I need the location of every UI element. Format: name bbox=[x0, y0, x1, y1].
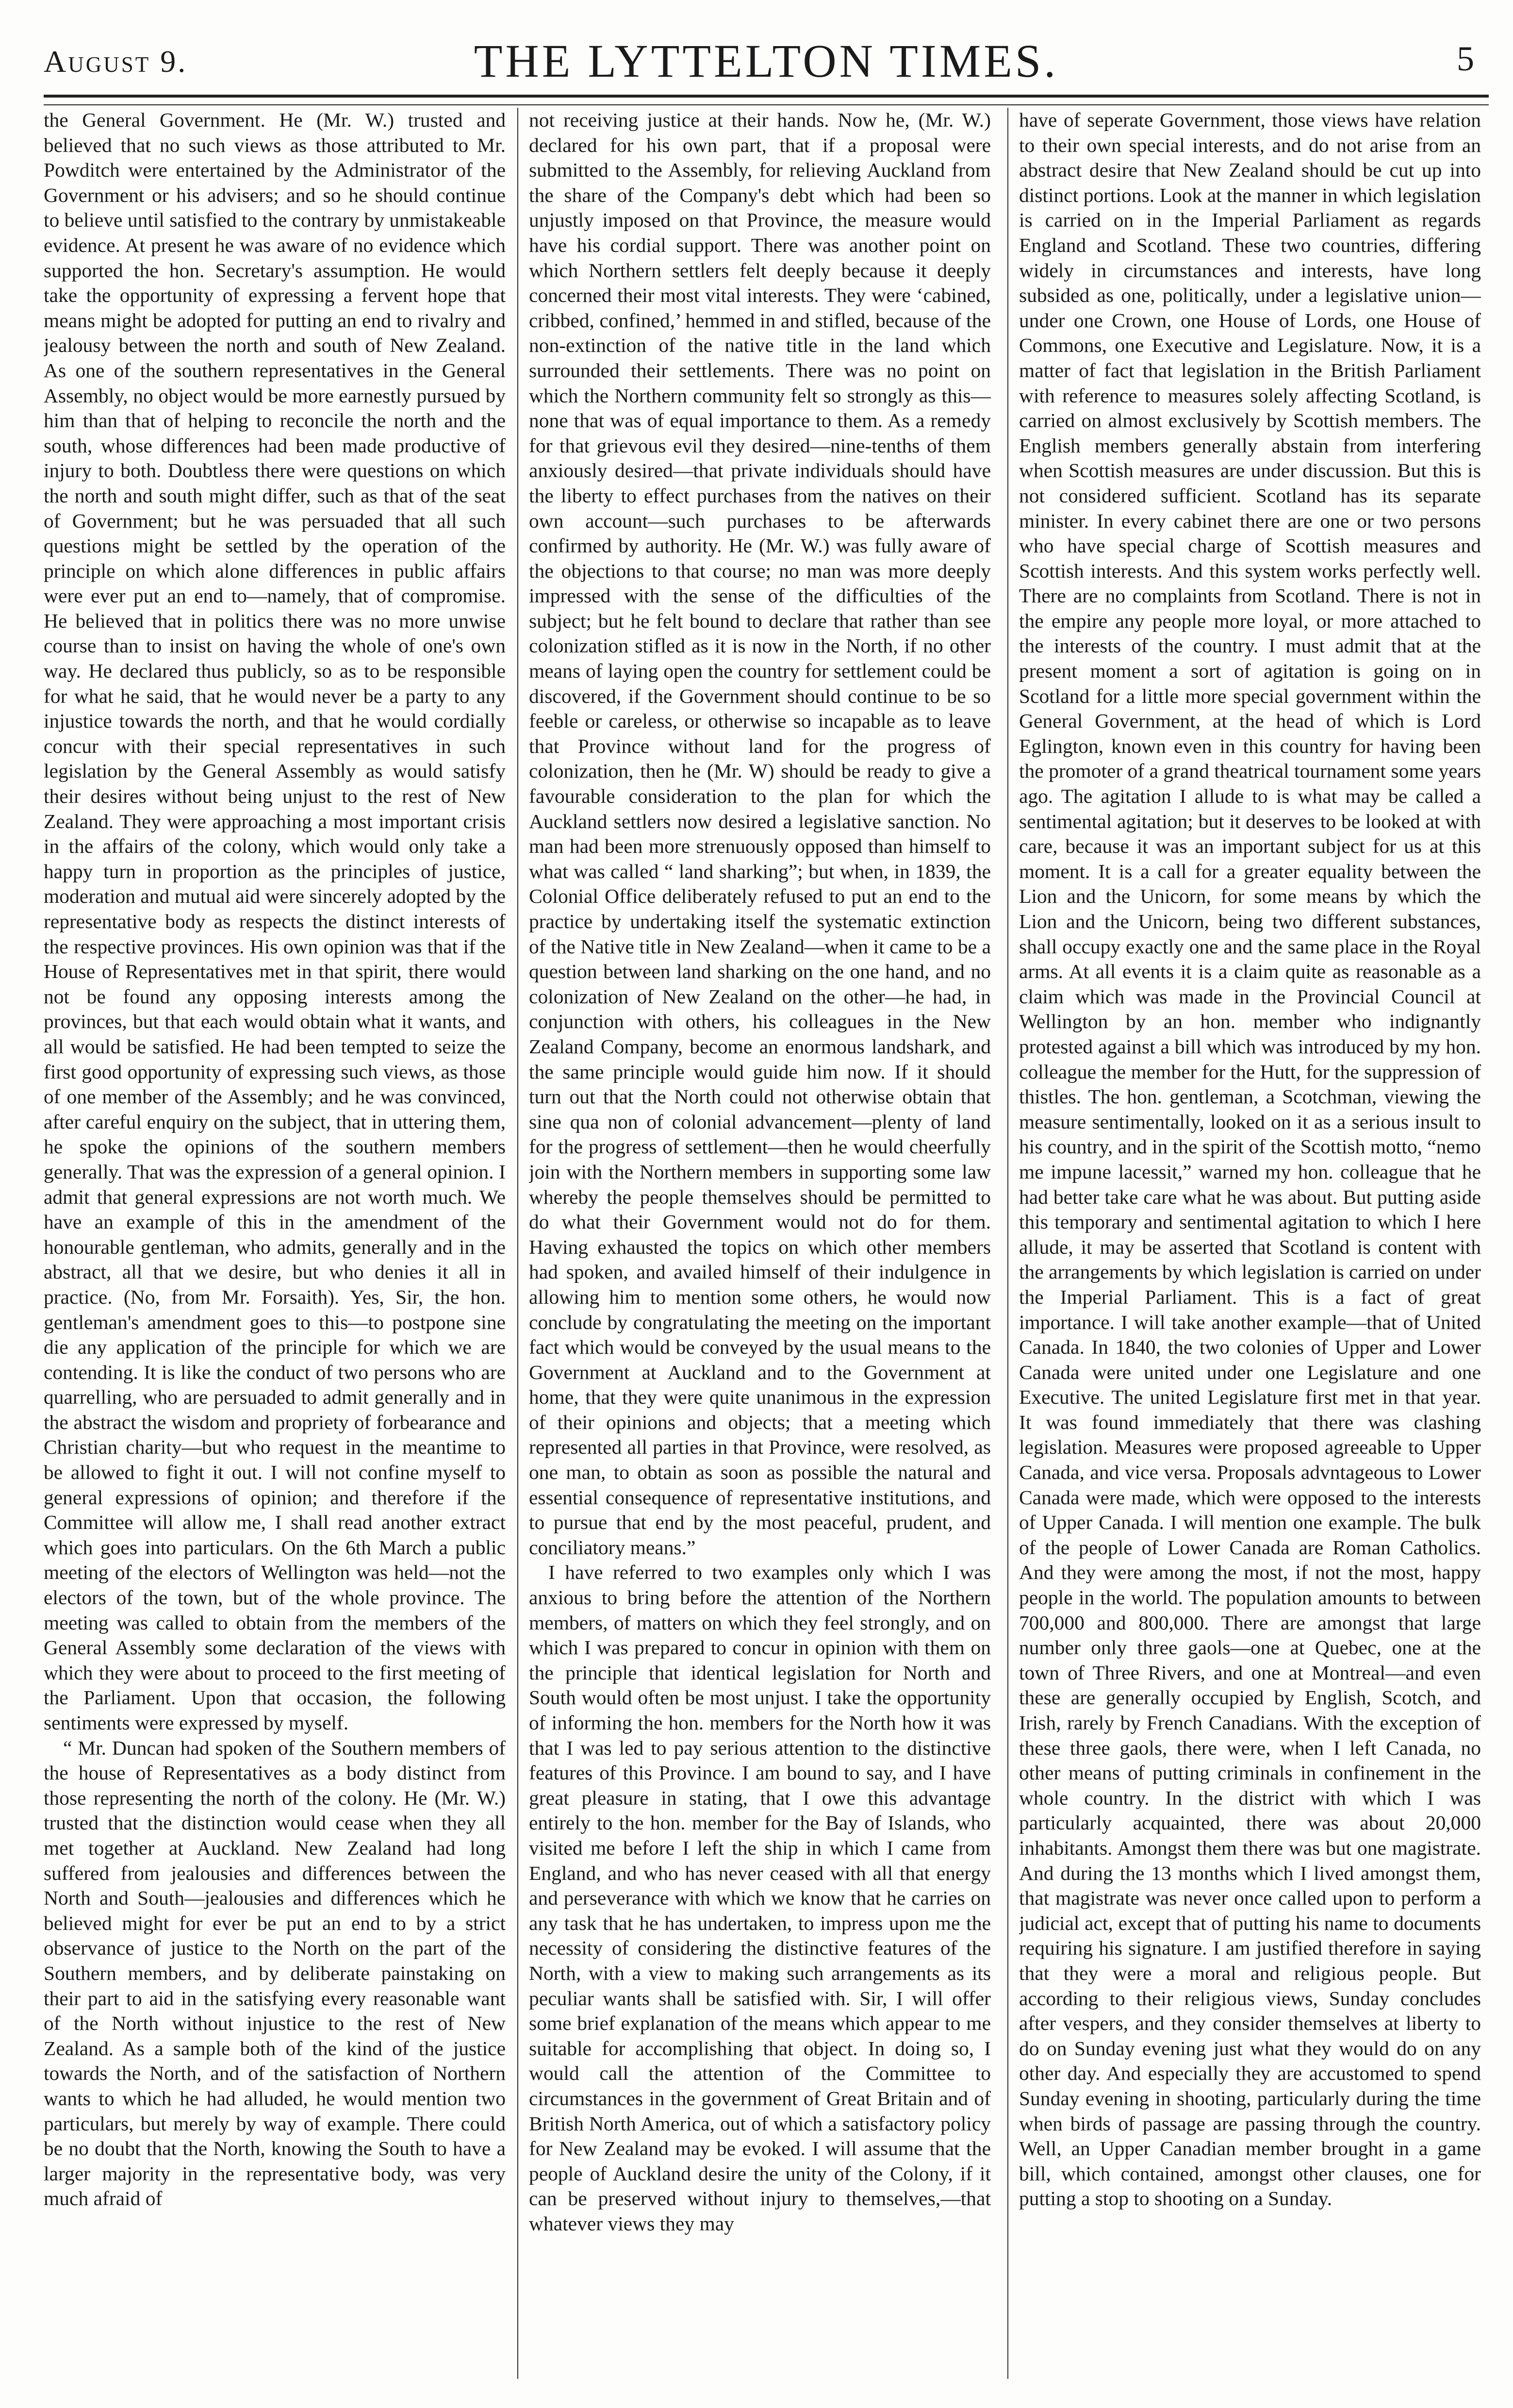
article-columns bbox=[44, 108, 1489, 2379]
column-divider bbox=[1007, 108, 1008, 2379]
paragraph: I have referred to two examples only which I was anxious to bring before the attention of the Northern members, of matters on which they feel strongly, and on which I was prepared to concur in opinion with them on the principle that identical legislation for North and South would often be most unjust. I take the opportunity of informing the hon. members for the North how it was that I was led to pay serious attention to the distinctive features of this Province. I am bound to say, and I have great pleasure in stating, that I owe this advantage entirely to the hon. member for the Bay of Islands, who visited me before I left the ship in which I came from England, and who has never ceased with all that energy and perseverance with which we know that he carries on any task that he has undertaken, to impress upon me the necessity of considering the distinctive features of the North, with a view to making such arrangements as its peculiar wants shall be satisfied with. Sir, I will offer some brief explanation of the means which appear to me suitable for accomplishing that object. In doing so, I would call the attention of the Committee to circumstances in the government of Great Britain and of British North America, out of which a satisfactory policy for New Zealand may be evoked. I will assume that the people of Auckland desire the unity of the Colony, if it can be preserved without injury to themselves,—that whatever views they may bbox=[529, 1561, 991, 2235]
paragraph: “ Mr. Duncan had spoken of the Southern members of the house of Representatives as a body distinct from those representing the north of the colony. He (Mr. W.) trusted that the distinction would cease when they all met together at Auckland. New Zealand had long suffered from jealousies and differences between the North and South—jealousies and differences which he believed might for ever be put an end to by a strict observance of justice to the North on the part of the Southern members, and by deliberate painstaking on their part to aid in the satisfying every reasonable want of the North without injustice to the rest of New Zealand. As a sample both of the kind of the justice towards the North, and of the satisfaction of Northern wants to which he had alluded, he would mention two particulars, but merely by way of example. There could be no doubt that the North, knowing the South to have a larger majority in the representative body, was very much afraid of bbox=[44, 1736, 506, 2210]
newspaper-title: THE LYTTELTON TIMES. bbox=[474, 35, 1059, 87]
masthead bbox=[44, 34, 1489, 102]
issue-date: August 9. bbox=[44, 44, 188, 79]
paragraph: have of seperate Government, those views have relation to their own special interests, and do not arise from an abstract desire that New Zealand should be cut up into distinct portions. Look at the manner in which legislation is carried on in the Imperial Parliament as regards England and Scotland. These two countries, differing widely in circumstances and interests, have long subsided as one, politically, under a legislative union—under one Crown, one House of Lords, one House of Commons, one Executive and Legislature. Now, it is a matter of fact that legislation in the British Parliament with reference to measures solely affecting Scotland, is carried on almost exclusively by Scottish members. The English members generally abstain from interfering when Scottish measures are under discussion. But this is not considered sufficient. Scotland has its separate minister. In every cabinet there are one or two persons who have special charge of Scottish measures and Scottish interests. And this system works perfectly well. There are no complaints from Scotland. There is not in the empire any people more loyal, or more attached to the interests of the country. I must admit that at the present moment a sort of agitation is going on in Scotland for a little more special government within the General Government, at the head of which is Lord Eglington, known even in this country for having been the promoter of a grand theatrical tournament some years ago. The agitation I allude to is what may be called a sentimental agitation; but it deserves to be looked at with care, because it was an important subject for us at this moment. It is a call for a greater equality between the Lion and the Unicorn, for some means by which the Lion and the Unicorn, being two different substances, shall occupy exactly one and the same place in the Royal arms. At all events it is a claim quite as reasonable as a claim which was made in the Provincial Council at Wellington by an hon. member who indignantly protested against a bill which was introduced by my hon. colleague the member for the Hutt, for the suppression of thistles. The hon. gentleman, a Scotchman, viewing the measure sentimentally, looked on it as a serious insult to his country, and in the spirit of the Scottish motto, “nemo me impune lacessit,” warned my hon. colleague that he had better take care what he was about. But putting aside this temporary and sentimental agitation to which I here allude, it may be asserted that Scotland is content with the arrangements by which legislation is carried on under the Imperial Parliament. This is a fact of great importance. I will take another example—that of United Canada. In 1840, the two colonies of Upper and Lower Canada were united under one Legislature and one Executive. The united Legislature first met in that year. It was found immediately that there was clashing legislation. Measures were proposed agreeable to Upper Canada, and vice versa. Proposals advntageous to Lower Canada were made, which were opposed to the interests of Upper Canada. I will mention one example. The bulk of the people of Lower Canada are Roman Catholics. And they were among the most, if not the most, happy people in the world. The population amounts to between 700,000 and 800,000. There are amongst that large number only three gaols—one at Quebec, one at the town of Three Rivers, and one at Montreal—and even these are generally occupied by English, Scotch, and Irish, rarely by French Canadians. With the exception of these three gaols, there were, when I left Canada, no other means of putting criminals in confinement in the whole country. In the district with which I was particularly acquainted, there was about 20,000 inhabitants. Amongst them there was but one magistrate. And during the 13 months which I lived amongst them, that magistrate was never once called upon to perform a judicial act, except that of putting his name to documents requiring his signature. I am justified therefore in saying that they were a moral and religious people. But according to their religious views, Sunday concludes after vespers, and they consider themselves at liberty to do on Sunday evening just what they would do on any other day. And especially they are accustomed to spend Sunday evening in shooting, particularly during the time when birds of passage are passing through the country. Well, an Upper Canadian member brought in a game bill, which contained, amongst other clauses, one for putting a stop to shooting on a Sunday. bbox=[1019, 109, 1481, 2210]
masthead-rule bbox=[44, 95, 1489, 105]
column-3 bbox=[1019, 108, 1481, 2379]
page-number: 5 bbox=[1457, 39, 1474, 78]
paragraph: the General Government. He (Mr. W.) trusted and believed that no such views as those attributed to Mr. Powditch were entertained by the Administrator of the Government or his advisers; and so he should continue to believe until satisfied to the contrary by unmistakeable evidence. At present he was aware of no evidence which supported the hon. Secretary's assumption. He would take the opportunity of expressing a fervent hope that means might be adopted for putting an end to rivalry and jealousy between the north and south of New Zealand. As one of the southern representatives in the General Assembly, no object would be more earnestly pursued by him than that of helping to reconcile the north and the south, whose differences had been made productive of injury to both. Doubtless there were questions on which the north and south might differ, such as that of the seat of Government; but he was persuaded that all such questions might be settled by the operation of the principle on which alone differences in public affairs were ever put an end to—namely, that of compromise. He believed that in politics there was no more unwise course than to insist on having the whole of one's own way. He declared thus publicly, so as to be responsible for what he said, that he would never be a party to any injustice towards the north, and that he would cordially concur with their special representatives in such legislation by the General Assembly as would satisfy their desires without being unjust to the rest of New Zealand. They were approaching a most important crisis in the affairs of the colony, which would only take a happy turn in proportion as the principles of justice, moderation and mutual aid were sincerely adopted by the representative body as respects the distinct interests of the respective provinces. His own opinion was that if the House of Representatives met in that spirit, there would not be found any opposing interests among the provinces, but that each would obtain what it wants, and all would be satisfied. He had been tempted to seize the first good opportunity of expressing such views, as those of one member of the Assembly; and he was convinced, after careful enquiry on the subject, that in uttering them, he spoke the opinions of the southern members generally. That was the expression of a general opinion. I admit that general expressions are not worth much. We have an example of this in the amendment of the honourable gentleman, who admits, generally and in the abstract, all that we desire, but who denies it all in practice. (No, from Mr. Forsaith). Yes, Sir, the hon. gentleman's amendment goes to this—to postpone sine die any application of the principle for which we are contending. It is like the conduct of two persons who are quarrelling, who are persuaded to admit generally and in the abstract the wisdom and propriety of forbearance and Christian charity—but who request in the meantime to be allowed to fight it out. I will not confine myself to general expressions of opinion; and therefore if the Committee will allow me, I shall read another extract which goes into particulars. On the 6th March a public meeting of the electors of Wellington was held—not the electors of the town, but of the whole province. The meeting was called to obtain from the members of the General Assembly some declaration of the views with which they were about to proceed to the first meeting of the Parliament. Upon that occasion, the following sentiments were expressed by myself. bbox=[44, 109, 506, 1734]
paragraph: not receiving justice at their hands. Now he, (Mr. W.) declared for his own part, that if a proposal were submitted to the Assembly, for relieving Auckland from the share of the Company's debt which had been so unjustly imposed on that Province, the measure would have his cordial support. There was another point on which Northern settlers felt deeply because it deeply concerned their most vital interests. They were ‘cabined, cribbed, confined,’ hemmed in and stifled, because of the non-extinction of the native title in the land which surrounded their settlements. There was no point on which the Northern community felt so strongly as this—none that was of equal importance to them. As a remedy for that grievous evil they desired—nine-tenths of them anxiously desired—that private individuals should have the liberty to effect purchases from the natives on their own account—such purchases to be afterwards confirmed by authority. He (Mr. W.) was fully aware of the objections to that course; no man was more deeply impressed with the sense of the difficulties of the subject; but he felt bound to declare that rather than see colonization stifled as it is now in the North, if no other means of laying open the country for settlement could be discovered, if the Government should continue to be so feeble or careless, or otherwise so incapable as to leave that Province without land for the progress of colonization, then he (Mr. W) should be ready to give a favourable consideration to the plan for which the Auckland settlers now desired a legislative sanction. No man had been more strenuously opposed than himself to what was called “ land sharking”; but when, in 1839, the Colonial Office deliberately refused to put an end to the practice by undertaking itself the systematic extinction of the Native title in New Zealand—when it came to be a question between land sharking on the one hand, and no colonization of New Zealand on the other—he had, in conjunction with others, his colleagues in the New Zealand Company, become an enormous landshark, and the same principle would guide him now. If it should turn out that the North could not otherwise obtain that sine qua non of colonial advancement—plenty of land for the progress of settlement—then he would cheerfully join with the Northern members in supporting some law whereby the people themselves should be permitted to do what their Government would not do for them. Having exhausted the topics on which other members had spoken, and availed himself of their indulgence in allowing him to mention some others, he would now conclude by congratulating the meeting on the important fact which would be conveyed by the usual means to the Government at Auckland and to the Government at home, that they were quite unanimous in the expression of their opinions and objects; that a meeting which represented all parties in that Province, were resolved, as one man, to obtain as soon as possible the natural and essential consequence of representative institutions, and to pursue that end by the most peaceful, prudent, and conciliatory means.” bbox=[529, 109, 991, 1559]
column-divider bbox=[517, 108, 518, 2379]
column-1 bbox=[44, 108, 506, 2379]
column-2 bbox=[529, 108, 991, 2379]
